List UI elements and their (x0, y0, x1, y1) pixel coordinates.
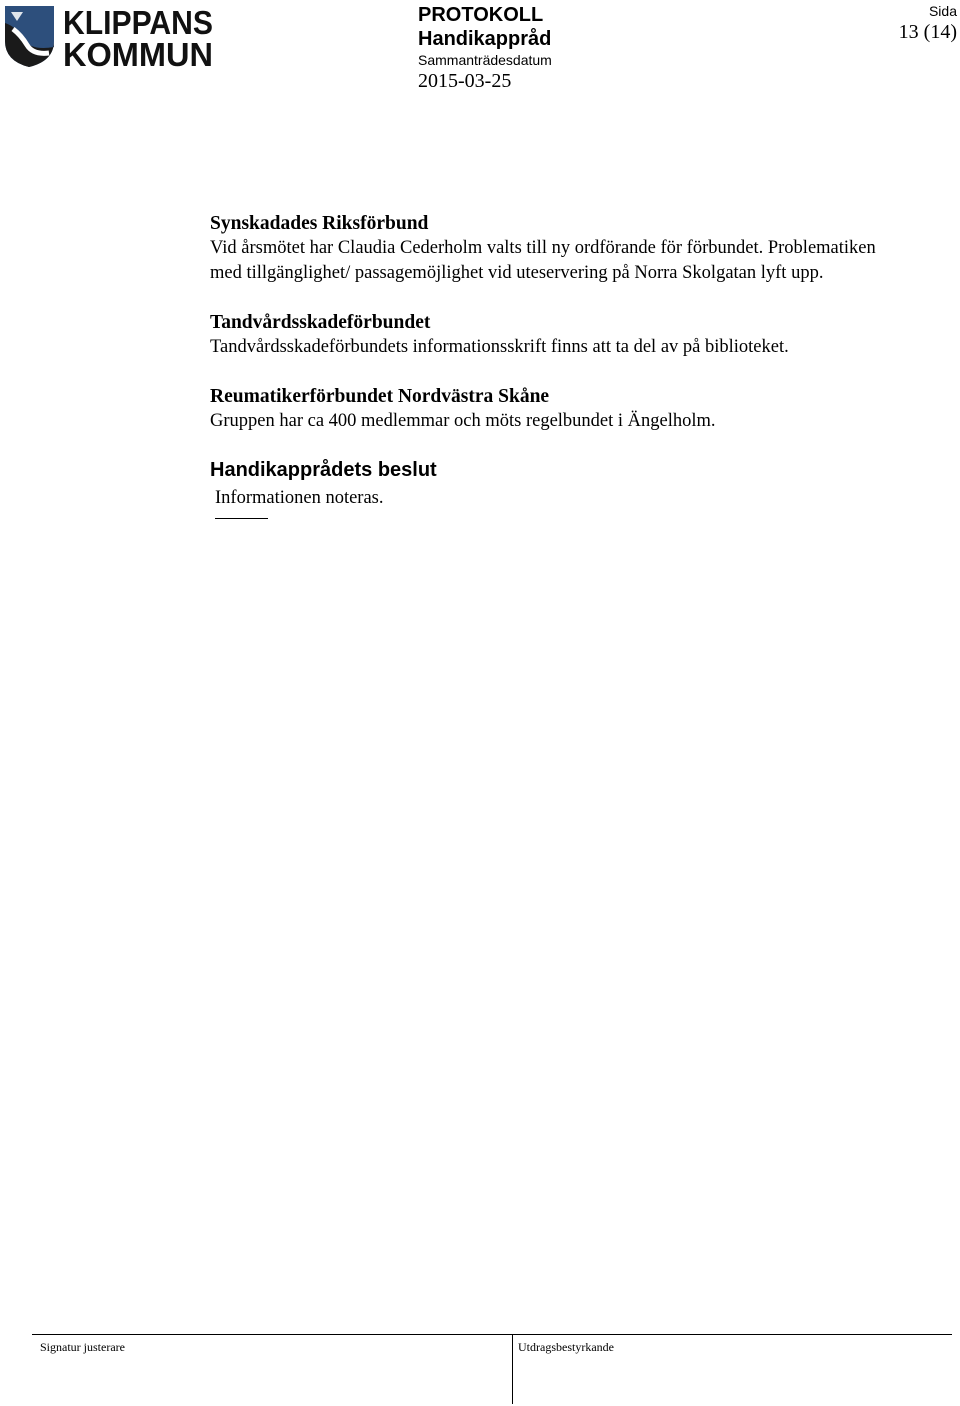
section-reumatiker (210, 384, 910, 434)
end-of-item-rule (215, 518, 268, 519)
footer-rule (32, 1334, 952, 1335)
section-text: Tandvårdsskadeförbundets informationsskrift finns att ta del av på biblioteket. (210, 337, 789, 357)
logo-wordmark-line1: KLIPPANS (63, 4, 213, 41)
page-label: Sida (928, 3, 957, 19)
logo-wordmark-line2: KOMMUN (63, 36, 213, 69)
section-title: Tandvårdsskadeförbundet (210, 312, 431, 333)
document-header (418, 4, 718, 94)
section-text: Gruppen har ca 400 medlemmar och möts regelbundet i Ängelholm. (210, 411, 716, 431)
decision-section (210, 458, 910, 519)
signature-field-label: Signatur justerare (40, 1340, 125, 1354)
decision-text: Informationen noteras. (215, 488, 384, 508)
section-title: Synskadades Riksförbund (210, 213, 429, 234)
section-synskadades (210, 211, 910, 286)
meeting-date-label: Sammanträdesdatum (418, 52, 552, 68)
section-title: Reumatikerförbundet Nordvästra Skåne (210, 386, 550, 407)
municipality-logo (3, 3, 215, 69)
committee-name: Handikappråd (418, 28, 552, 50)
section-tandvard (210, 310, 910, 360)
klippan-shield-icon (3, 3, 215, 69)
page-number: 13 (14) (898, 21, 957, 43)
footer-divider (512, 1334, 513, 1404)
certification-field-label: Utdragsbestyrkande (518, 1340, 614, 1354)
minutes-content (210, 211, 910, 519)
section-text: Vid årsmötet har Claudia Cederholm valts till ny ordförande för förbundet. Problematiken med tillgänglighet/ passagemöjlighet vid uteservering på Norra Skolgatan lyft upp. (210, 238, 876, 283)
signature-footer (32, 1334, 952, 1406)
page-info (899, 3, 957, 45)
document-type: PROTOKOLL (418, 4, 544, 26)
meeting-date: 2015-03-25 (418, 70, 512, 92)
decision-title: Handikapprådets beslut (210, 459, 437, 481)
